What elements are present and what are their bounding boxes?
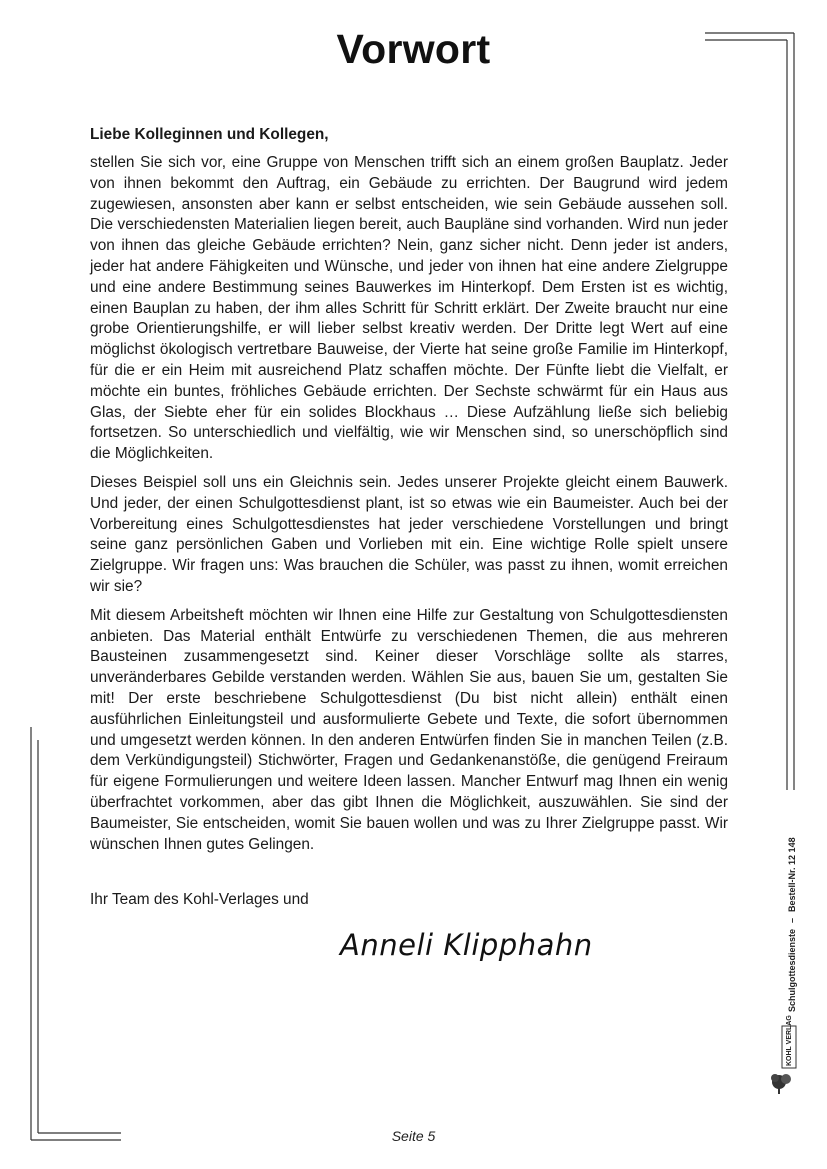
signature: Anneli Klipphahn <box>340 928 593 962</box>
sidebar-product-info <box>787 837 797 1012</box>
page-number: Seite 5 <box>391 1128 436 1144</box>
body-text <box>90 124 728 863</box>
logo-text: KOHL VERLAG <box>786 1015 793 1066</box>
salutation: Liebe Kolleginnen und Kollegen, <box>90 126 329 143</box>
sidebar-product: Schulgottesdienste <box>787 928 797 1012</box>
paragraph-3: Mit diesem Arbeitsheft möchten wir Ihnen eine Hilfe zur Gestaltung von Schulgottesdiensten anbieten. Das Material enthält Entwürfe zu verschiedenen Themen, die aus mehreren Bausteinen zusammengesetzt sind. Keiner dieser Vorschläge sollte als starres, unveränderbares Gebilde verstanden werden. Wählen Sie aus, bauen Sie um, gestalten Sie mit! Der erste beschriebene Schulgottesdienst (Du bist nicht allein) enthält einen ausführlichen Einleitungsteil und ausformulierte Gebete und Texte, die sofort übernommen und umgesetzt werden können. In den anderen Entwürfen finden Sie in manchen Teilen (z.B. dem Verkündigungsteil) Stichwörter, Fragen und Gedankenanstöße, die genügend Freiraum für eigene Formulierungen und weitere Ideen lassen. Mancher Entwurf mag Ihnen ein wenig überfrachtet vorkommen, aber das gibt Ihnen die Möglichkeit, auszuwählen. Sie sind der Baumeister, Sie entscheiden, womit Sie bauen wollen und was zu Ihrer Zielgruppe passt. Wir wünschen Ihnen gutes Gelingen. <box>90 606 728 853</box>
closing-line: Ihr Team des Kohl-Verlages und <box>90 891 309 908</box>
paragraph-2: Dieses Beispiel soll uns ein Gleichnis sein. Jedes unserer Projekte gleicht einem Bauwerk. Und jeder, der einen Schulgottesdienst plant, ist so etwas wie ein Baumeister. Auch bei der Vorbereitung eines Schulgottesdienstes hat jeder verschiedene Vorstellungen und bringt seine ganz persönlichen Gaben und Vorlieben mit ein. Eine wichtige Rolle spielt unsere Zielgruppe. Wir fragen uns: Was brauchen die Schüler, was passt zu ihnen, womit erreichen wir sie? <box>90 473 728 595</box>
publisher-logo-icon <box>766 1024 800 1096</box>
sidebar-separator: – <box>787 917 797 923</box>
paragraph-1: stellen Sie sich vor, eine Gruppe von Menschen trifft sich an einem großen Bauplatz. Jeder von ihnen bekommt den Auftrag, ein Gebäude zu errichten. Der Baugrund wird jedem zugewiesen, ansonsten aber kann er selbst entscheiden, wie sein Gebäude aussehen soll. Die verschiedensten Materialien liegen bereit, auch Baupläne sind vorhanden. Wird nun jeder von ihnen das gleiche Gebäude errichten? Nein, ganz sicher nicht. Denn jeder ist anders, jeder hat andere Fähigkeiten und Wünsche, und jeder von ihnen hat eine andere Zielgruppe und eine andere Bestimmung seines Bauwerkes im Hinterkopf. Dem Ersten ist es wichtig, einen Bauplan zu haben, der ihm alles Schritt für Schritt erklärt. Der Zweite braucht nur eine grobe Orientierungshilfe, er will lieber selbst kreativ werden. Der Dritte legt Wert auf eine möglichst ökologisch vertretbare Bauweise, der Vierte hat seine große Familie im Hinterkopf, für die er ein Heim mit ausreichend Platz schaffen möchte. Der Fünfte liebt die Vielfalt, er möchte ein buntes, fröhliches Gebäude errichten. Der Sechste schwärmt für ein Haus aus Glas, der Siebte eher für ein solides Blockhaus … Diese Aufzählung ließe sich beliebig fortsetzen. So unterschiedlich und vielfältig, wie wir Menschen sind, so unerschöpflich sind die Möglichkeiten. <box>90 154 728 463</box>
sidebar-order-number: Bestell-Nr. 12 148 <box>787 837 797 912</box>
page-title: Vorwort <box>336 26 491 72</box>
